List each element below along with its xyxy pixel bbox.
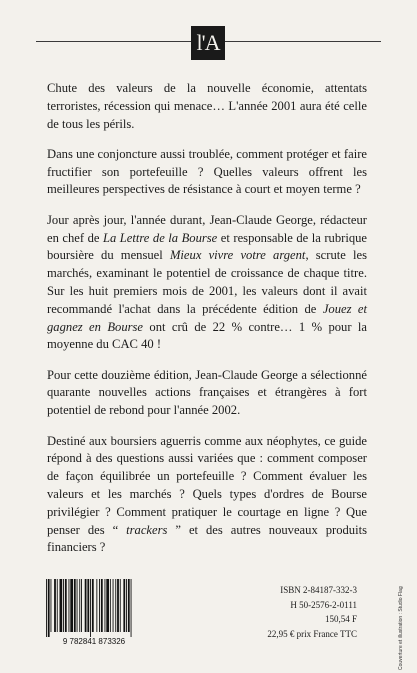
price-francs: 150,54 F (324, 614, 357, 624)
barcode-bar (85, 579, 87, 632)
paragraph-4 (47, 367, 367, 420)
barcode-bar (117, 579, 119, 632)
reference-code: H 50-2576-2-0111 (290, 599, 357, 610)
paragraph-2 (47, 146, 367, 199)
italic-title: trackers (126, 522, 168, 537)
text-run: ont crû de 22 % contre… 1 % pour la moyenne du CAC 40 ! (47, 319, 367, 352)
barcode-bar (96, 579, 97, 632)
isbn: ISBN 2-84187-332-3 (280, 585, 357, 595)
barcode-digits: 9 782841 873326 (62, 637, 126, 646)
barcode-bar (65, 579, 67, 632)
barcode-bar (54, 579, 56, 632)
barcode-bar (77, 579, 78, 632)
barcode-bar (48, 579, 50, 637)
text-run: Destiné aux boursiers aguerris comme aux néophytes, ce guide répond à des questions aussi variées que : comment composer de façon équilibrée un portefeuille ? Comment évaluer les valeurs et les marchés ? Quels types d'ordres de Bourse privilégier ? Comment pratiquer le courtage en ligne ? Que penser des “ (47, 433, 367, 537)
barcode-bar (105, 579, 106, 632)
text-run: et responsable de la rubrique boursière du mensuel (47, 230, 367, 263)
barcode-bar (74, 579, 76, 632)
text-run: , scrute les marchés, examinant le potentiel de croissance de chaque titre. Sur les huit premiers mois de 2001, les valeurs dont il avait recommandé l'achat dans la précédente édition de (47, 248, 367, 316)
barcode-bar (92, 579, 94, 632)
barcode-bar (79, 579, 80, 632)
barcode-bar (69, 579, 70, 632)
barcode-bar (87, 579, 89, 632)
barcode-bar (63, 579, 64, 632)
barcode-bar (70, 579, 73, 632)
text-run: Chute des valeurs de la nouvelle économie, attentats terroristes, récession qui menace… L'année 2001 aura été celle de tous les périls. (47, 81, 367, 131)
barcode-bar (113, 579, 114, 632)
paragraph-1 (47, 80, 367, 133)
barcode-bar (46, 579, 47, 637)
barcode-bar (126, 579, 127, 632)
cover-credit-text: Couverture et illustration : Studio Flag (398, 586, 404, 670)
barcode-bar (120, 579, 121, 632)
publisher-logo: l'A (191, 26, 225, 60)
cover-credit (398, 520, 412, 670)
barcode (38, 577, 150, 647)
barcode-bar (110, 579, 111, 632)
barcode-bar (57, 579, 58, 632)
back-cover-text (47, 80, 367, 570)
text-run: Jour après jour, l'année durant, Jean-Claude George, rédacteur en chef de (47, 212, 367, 245)
barcode-bar (60, 579, 63, 632)
barcode-bar (101, 579, 103, 632)
paragraph-3 (47, 212, 367, 354)
barcode-bar (51, 579, 52, 632)
paragraph-5 (47, 433, 367, 558)
barcode-bar (81, 579, 82, 632)
barcode-bar (90, 579, 91, 637)
text-run: Dans une conjoncture aussi troublée, comment protéger et faire fructifier son portefeuille ? Quelles valeurs offrent les meilleures perspectives de résistance à court et moyen terme ? (47, 146, 367, 197)
italic-title: Mieux vivre votre argent (169, 248, 306, 263)
barcode-bar (123, 579, 125, 632)
price-euros: 22,95 € prix France TTC (267, 628, 357, 639)
isbn-block (187, 583, 357, 641)
barcode-bar (128, 579, 130, 632)
barcode-bar (99, 579, 100, 632)
italic-title: Jouez et gagnez en Bourse (47, 301, 367, 334)
text-run: Pour cette douzième édition, Jean-Claude George a sélectionné quarante nouvelles actions françaises et étrangères à fort potentiel de rebond pour l'année 2002. (47, 367, 367, 418)
barcode-bar (115, 579, 116, 632)
text-run: ” et des autres nouveaux produits financiers ? (47, 522, 367, 555)
barcode-bar (106, 579, 109, 632)
italic-title: La Lettre de la Bourse (102, 230, 218, 245)
barcode-bar (131, 579, 132, 637)
